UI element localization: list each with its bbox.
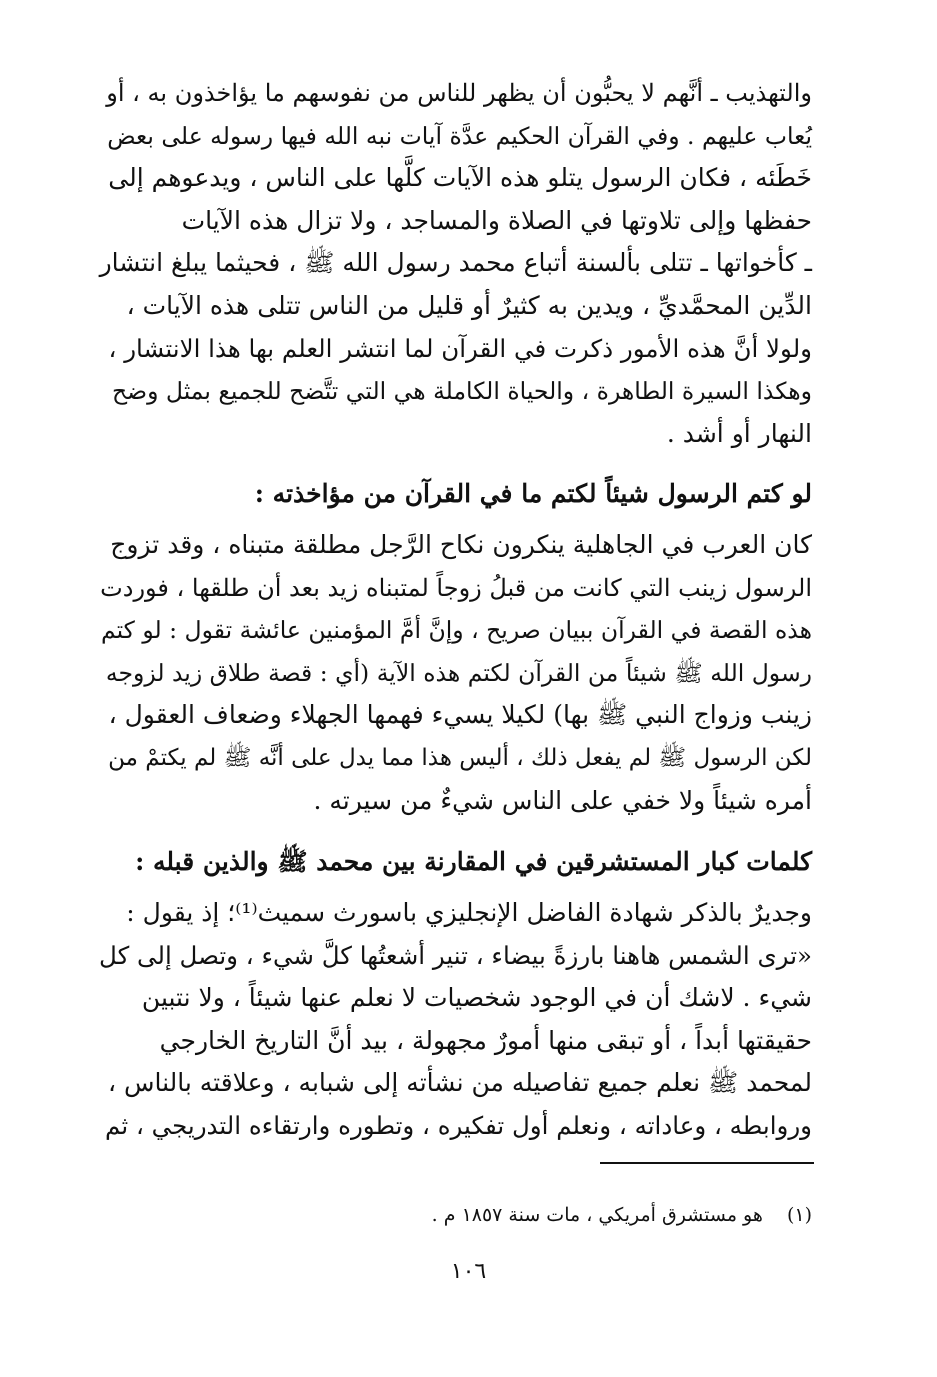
text-line: الدِّين المحمَّديِّ ، ويدين به كثيرٌ أو قليل من الناس تتلى هذه الآيات ، [126,290,812,320]
text-line: لكن الرسول ﷺ لم يفعل ذلك ، أليس هذا مما يدل على أنَّه ﷺ لم يكتمْ من [108,744,812,771]
text-line: خَطَئه ، فكان الرسول يتلو هذه الآيات كلَّها على الناس ، ويدعوهم إلى [108,163,812,193]
text-line: شيء . لاشك أن في الوجود شخصيات لا نعلم عنها شيئاً ، ولا نتبين [141,983,812,1013]
footnote-number: (١) [786,1204,812,1226]
text-line: كان العرب في الجاهلية ينكرون نكاح الرَّجل مطلقة متبناه ، وقد تزوج [110,530,812,559]
text-line: والتهذيب ـ أنَّهم لا يحبُّون أن يظهر للناس من نفوسهم ما يؤاخذون به ، أو [106,79,812,107]
footnote [300,1200,812,1230]
text-line: لمحمد ﷺ نعلم جميع تفاصيله من نشأته إلى شبابه ، وعلاقته بالناس ، [107,1068,812,1098]
text-line: ولولا أنَّ هذه الأمور ذكرت في القرآن لما انتشر العلم بها هذا الانتشار ، [108,333,812,363]
text-line: هذه القصة في القرآن ببيان صريح ، وإنَّ أمَّ المؤمنين عائشة تقول : لو كتم [100,616,812,645]
section-heading: كلمات كبار المستشرقين في المقارنة بين محمد ﷺ والذين قبله : [135,847,812,876]
text-line: النهار أو أشد . [666,418,812,448]
paragraph-3 [100,892,812,1148]
section-heading: لو كتم الرسول شيئاً لكتم ما في القرآن من مؤاخذته : [254,479,812,508]
paragraph-2 [100,524,812,822]
text-line: حفظها وإلى تلاوتها في الصلاة والمساجد ، ولا تزال هذه الآيات [181,205,812,235]
text-line: «ترى الشمس هاهنا بارزةً بيضاء ، تنير أشعتُها كلَّ شيء ، وتصل إلى كل [99,940,812,970]
footnote-divider [600,1162,814,1164]
page-number: ١٠٦ [450,1259,487,1284]
paragraph-1 [100,72,812,455]
text-line: وجديرٌ بالذكر شهادة الفاضل الإنجليزي باسورث سميث⁽¹⁾؛ إذ يقول : [126,898,812,927]
footnote-text: هو مستشرق أمريكي ، مات سنة ١٨٥٧ م . [431,1204,763,1226]
text-line: يُعاب عليهم . وفي القرآن الحكيم عدَّة آيات نبه الله فيها رسوله على بعض [107,121,812,150]
text-line: زينب وزواج النبي ﷺ بها) لكيلا يسيء فهمها الجهلاء وضعاف العقول ، [108,700,812,730]
text-line: وهكذا السيرة الطاهرة ، والحياة الكاملة هي التي تتَّضح للجميع بمثل وضح [111,377,812,406]
text-line: ـ كأخواتها ـ تتلى بألسنة أتباع محمد رسول الله ﷺ ، فحيثما يبلغ انتشار [99,248,812,278]
text-line: حقيقتها أبداً ، أو تبقى منها أمورٌ مجهولة ، بيد أنَّ التاريخ الخارجي [159,1025,812,1055]
text-line: وروابطه ، وعاداته ، ونعلم أول تفكيره ، وتطوره وارتقاءه التدريجي ، ثم [105,1110,812,1140]
text-line: رسول الله ﷺ شيئاً من القرآن لكتم هذه الآية (أي : قصة طلاق زيد لزوجه [105,658,812,687]
text-line: أمره شيئاً ولا خفي على الناس شيءٌ من سيرته . [313,785,812,815]
text-line: الرسول زينب التي كانت من قبلُ زوجاً لمتبناه زيد بعد أن طلقها ، فوردت [100,573,812,602]
